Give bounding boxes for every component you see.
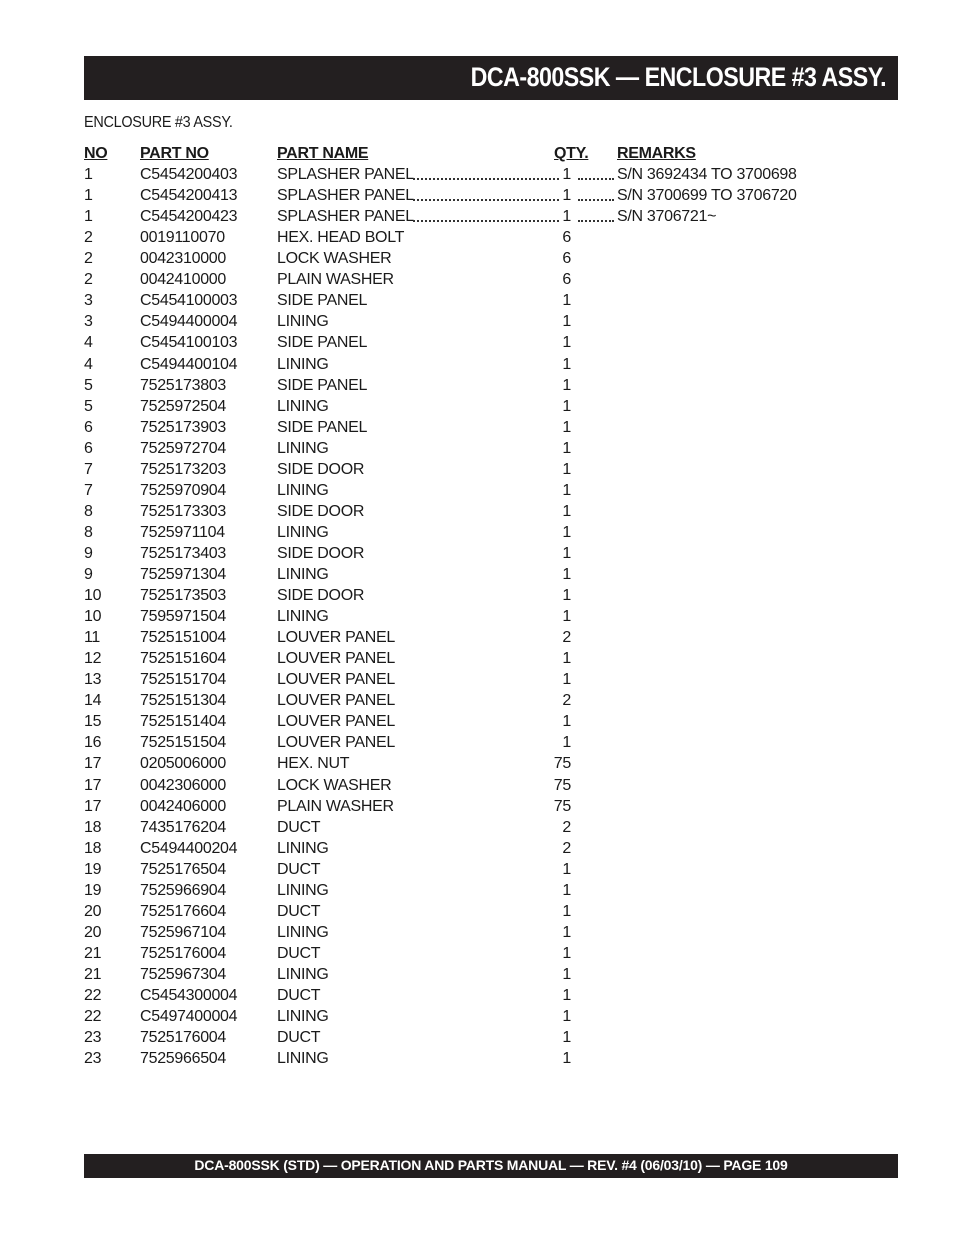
column-header-part-name: PART NAME [277, 145, 369, 162]
quantity: 1 [562, 334, 571, 352]
page-title-bar [84, 56, 898, 100]
table-row [0, 185, 954, 206]
part-number-index: 8 [84, 523, 93, 541]
part-number-index: 1 [84, 187, 93, 205]
part-number-index: 11 [84, 629, 101, 647]
table-row [0, 985, 954, 1006]
part-number: 7435176204 [140, 818, 226, 836]
part-number: 7525173903 [140, 418, 226, 436]
quantity: 2 [562, 818, 571, 836]
part-name: DUCT [277, 987, 321, 1004]
part-number-index: 5 [84, 397, 93, 415]
part-number: 7525176004 [140, 1029, 226, 1047]
part-number-index: 8 [84, 502, 93, 520]
part-number-index: 20 [84, 902, 102, 920]
table-row [0, 606, 954, 627]
part-number: 7525176004 [140, 944, 226, 962]
part-number-index: 6 [84, 439, 93, 457]
table-row [0, 711, 954, 732]
part-number-index: 1 [84, 208, 93, 226]
quantity: 1 [562, 187, 571, 205]
part-name: LINING [277, 397, 329, 415]
quantity: 1 [562, 166, 571, 183]
remarks: S/N 3700699 TO 3706720 [617, 187, 797, 205]
part-number: 7525967104 [140, 923, 226, 941]
quantity: 1 [562, 566, 571, 583]
part-number: 7525970904 [140, 481, 226, 499]
quantity: 1 [562, 671, 571, 689]
part-number: C5454200413 [140, 187, 238, 205]
part-number-index: 23 [84, 1029, 102, 1047]
table-row [0, 1006, 954, 1027]
part-number: C5454300004 [140, 987, 238, 1004]
part-number: 7525173303 [140, 502, 226, 520]
part-number-index: 1 [84, 166, 93, 183]
quantity: 1 [562, 523, 571, 541]
part-number-index: 15 [84, 713, 102, 731]
part-number-index: 22 [84, 1008, 102, 1025]
column-header-qty: QTY. [554, 145, 589, 162]
part-number-index: 6 [84, 418, 93, 436]
part-number-index: 17 [84, 755, 102, 773]
table-row [0, 648, 954, 669]
part-number: 0042410000 [140, 271, 226, 289]
table-row [0, 227, 954, 248]
quantity: 6 [562, 250, 571, 268]
part-name: SIDE DOOR [277, 587, 365, 604]
part-number: 7525972704 [140, 439, 226, 457]
part-number-index: 4 [84, 334, 93, 352]
quantity: 1 [562, 313, 571, 331]
part-number-index: 13 [84, 671, 102, 689]
table-row [0, 459, 954, 480]
part-name: LOUVER PANEL [277, 692, 395, 710]
part-number-index: 2 [84, 271, 93, 289]
part-number: 0042310000 [140, 250, 226, 268]
part-name: SIDE DOOR [277, 460, 365, 478]
quantity: 75 [553, 797, 571, 815]
quantity: 1 [562, 376, 571, 394]
quantity: 6 [562, 271, 571, 289]
part-name: LINING [277, 566, 329, 583]
part-name: LINING [277, 881, 329, 899]
part-number-index: 5 [84, 376, 93, 394]
dot-leader [413, 199, 559, 201]
table-row [0, 438, 954, 459]
part-name: LINING [277, 1008, 329, 1025]
quantity: 1 [562, 481, 571, 499]
part-number: 7525971304 [140, 566, 226, 583]
footer-bar [84, 1154, 898, 1178]
part-number-index: 2 [84, 229, 93, 247]
quantity: 1 [562, 923, 571, 941]
table-row [0, 164, 954, 185]
part-name: LINING [277, 923, 329, 941]
part-number: 7525176604 [140, 902, 226, 920]
part-number: C5454200403 [140, 166, 238, 183]
table-row [0, 206, 954, 227]
quantity: 1 [562, 439, 571, 457]
part-name: SPLASHER PANEL [277, 208, 414, 226]
quantity: 1 [562, 1029, 571, 1047]
part-name: LOUVER PANEL [277, 650, 395, 668]
part-name: HEX. HEAD BOLT [277, 229, 405, 247]
remarks: S/N 3692434 TO 3700698 [617, 166, 797, 183]
column-header-part-no: PART NO [140, 145, 209, 162]
part-number-index: 21 [84, 944, 102, 962]
part-number-index: 21 [84, 965, 102, 983]
quantity: 1 [562, 608, 571, 625]
part-name: LINING [277, 965, 329, 983]
table-row [0, 290, 954, 311]
quantity: 1 [562, 460, 571, 478]
quantity: 1 [562, 418, 571, 436]
part-number: 7525151304 [140, 692, 226, 710]
quantity: 1 [562, 1008, 571, 1025]
part-name: LINING [277, 1050, 329, 1068]
part-name: DUCT [277, 818, 321, 836]
part-number: 0019110070 [140, 229, 225, 247]
table-row [0, 417, 954, 438]
dot-leader [413, 220, 559, 222]
part-number: 7525151704 [140, 671, 226, 689]
part-number: 0042406000 [140, 797, 226, 815]
part-name: SIDE PANEL [277, 292, 368, 310]
part-name: SIDE PANEL [277, 418, 368, 436]
table-row [0, 943, 954, 964]
part-number-index: 19 [84, 881, 102, 899]
part-number: 7525173503 [140, 587, 226, 604]
quantity: 1 [562, 860, 571, 878]
table-row [0, 248, 954, 269]
table-row [0, 796, 954, 817]
dot-leader [578, 178, 614, 180]
table-row [0, 522, 954, 543]
part-number-index: 3 [84, 313, 93, 331]
part-name: SIDE DOOR [277, 502, 365, 520]
table-row [0, 332, 954, 353]
part-number: 0042306000 [140, 776, 226, 794]
table-row [0, 311, 954, 332]
part-number-index: 20 [84, 923, 102, 941]
quantity: 1 [562, 208, 571, 226]
table-row [0, 964, 954, 985]
part-name: DUCT [277, 860, 321, 878]
part-number: 7525967304 [140, 965, 226, 983]
table-row [0, 753, 954, 774]
part-number: 0205006000 [140, 755, 226, 773]
quantity: 1 [562, 902, 571, 920]
quantity: 1 [562, 397, 571, 415]
dot-leader [413, 178, 559, 180]
part-name: LINING [277, 839, 329, 857]
part-number: C5494400104 [140, 355, 238, 373]
table-row [0, 880, 954, 901]
part-number: C5454100003 [140, 292, 238, 310]
part-name: LOUVER PANEL [277, 629, 395, 647]
quantity: 1 [562, 713, 571, 731]
quantity: 1 [562, 734, 571, 752]
quantity: 1 [562, 1050, 571, 1068]
table-row [0, 564, 954, 585]
quantity: 2 [562, 629, 571, 647]
part-number-index: 18 [84, 818, 102, 836]
part-number: C5454200423 [140, 208, 238, 226]
part-name: SIDE PANEL [277, 334, 368, 352]
part-number-index: 3 [84, 292, 93, 310]
part-name: LOCK WASHER [277, 776, 392, 794]
table-row [0, 1048, 954, 1069]
quantity: 1 [562, 650, 571, 668]
part-name: SIDE DOOR [277, 544, 365, 562]
part-name: LINING [277, 481, 329, 499]
table-row [0, 859, 954, 880]
table-row [0, 1027, 954, 1048]
table-row [0, 480, 954, 501]
part-number: 7525971104 [140, 523, 225, 541]
table-row [0, 922, 954, 943]
column-header-remarks: REMARKS [617, 145, 696, 162]
remarks: S/N 3706721~ [617, 208, 717, 226]
part-name: PLAIN WASHER [277, 271, 394, 289]
part-name: HEX. NUT [277, 755, 350, 773]
part-number: 7525972504 [140, 397, 226, 415]
part-name: DUCT [277, 944, 321, 962]
part-number: 7525151604 [140, 650, 226, 668]
part-number-index: 19 [84, 860, 102, 878]
part-number: C5494400204 [140, 839, 238, 857]
part-name: LINING [277, 523, 329, 541]
part-name: SIDE PANEL [277, 376, 368, 394]
section-label: ENCLOSURE #3 ASSY. [84, 114, 233, 131]
table-header [0, 143, 954, 164]
part-number-index: 23 [84, 1050, 102, 1068]
quantity: 1 [562, 587, 571, 604]
column-header-no: NO [84, 145, 108, 162]
part-number: 7525966504 [140, 1050, 226, 1068]
part-name: PLAIN WASHER [277, 797, 394, 815]
quantity: 1 [562, 987, 571, 1004]
part-number: C5454100103 [140, 334, 238, 352]
part-number: 7525173803 [140, 376, 226, 394]
part-name: LOUVER PANEL [277, 713, 395, 731]
part-number: 7525966904 [140, 881, 226, 899]
part-number: C5497400004 [140, 1008, 238, 1025]
page-title: DCA-800SSK — ENCLOSURE #3 ASSY. [470, 62, 886, 92]
part-number: 7525173403 [140, 544, 226, 562]
table-row [0, 732, 954, 753]
part-number: 7525151504 [140, 734, 226, 752]
quantity: 75 [553, 755, 571, 773]
part-number-index: 18 [84, 839, 102, 857]
part-name: SPLASHER PANEL [277, 166, 414, 183]
table-row [0, 354, 954, 375]
part-name: DUCT [277, 902, 321, 920]
part-number: 7525173203 [140, 460, 226, 478]
table-row [0, 396, 954, 417]
table-row [0, 543, 954, 564]
part-number: 7525151404 [140, 713, 226, 731]
part-number-index: 9 [84, 566, 93, 583]
part-name: LINING [277, 608, 329, 625]
footer-text: DCA-800SSK (STD) — OPERATION AND PARTS MANUAL — REV. #4 (06/03/10) — PAGE 109 [194, 1157, 788, 1173]
part-name: LINING [277, 439, 329, 457]
part-number-index: 17 [84, 776, 102, 794]
part-name: LINING [277, 355, 329, 373]
quantity: 1 [562, 502, 571, 520]
part-number-index: 12 [84, 650, 102, 668]
part-name: LOUVER PANEL [277, 671, 395, 689]
part-name: LINING [277, 313, 329, 331]
part-name: LOUVER PANEL [277, 734, 395, 752]
part-name: LOCK WASHER [277, 250, 392, 268]
part-name: SPLASHER PANEL [277, 187, 414, 205]
part-number: 7525151004 [140, 629, 226, 647]
part-number-index: 10 [84, 608, 102, 625]
part-number-index: 7 [84, 481, 93, 499]
part-number: C5494400004 [140, 313, 238, 331]
part-number: 7595971504 [140, 608, 226, 625]
part-number-index: 22 [84, 987, 102, 1004]
quantity: 2 [562, 839, 571, 857]
quantity: 1 [562, 292, 571, 310]
table-row [0, 585, 954, 606]
quantity: 1 [562, 544, 571, 562]
quantity: 75 [553, 776, 571, 794]
part-number-index: 14 [84, 692, 102, 710]
quantity: 6 [562, 229, 571, 247]
table-row [0, 775, 954, 796]
part-number-index: 2 [84, 250, 93, 268]
dot-leader [578, 199, 614, 201]
quantity: 1 [562, 881, 571, 899]
part-number: 7525176504 [140, 860, 226, 878]
dot-leader [578, 220, 614, 222]
part-number-index: 16 [84, 734, 102, 752]
part-number-index: 4 [84, 355, 93, 373]
table-row [0, 669, 954, 690]
part-number-index: 9 [84, 544, 93, 562]
part-number-index: 17 [84, 797, 102, 815]
table-row [0, 690, 954, 711]
table-row [0, 627, 954, 648]
table-row [0, 501, 954, 522]
table-row [0, 901, 954, 922]
table-row [0, 375, 954, 396]
quantity: 1 [562, 965, 571, 983]
table-row [0, 838, 954, 859]
table-row [0, 817, 954, 838]
table-row [0, 269, 954, 290]
quantity: 2 [562, 692, 571, 710]
part-number-index: 10 [84, 587, 102, 604]
part-name: DUCT [277, 1029, 321, 1047]
part-number-index: 7 [84, 460, 93, 478]
quantity: 1 [562, 355, 571, 373]
quantity: 1 [562, 944, 571, 962]
